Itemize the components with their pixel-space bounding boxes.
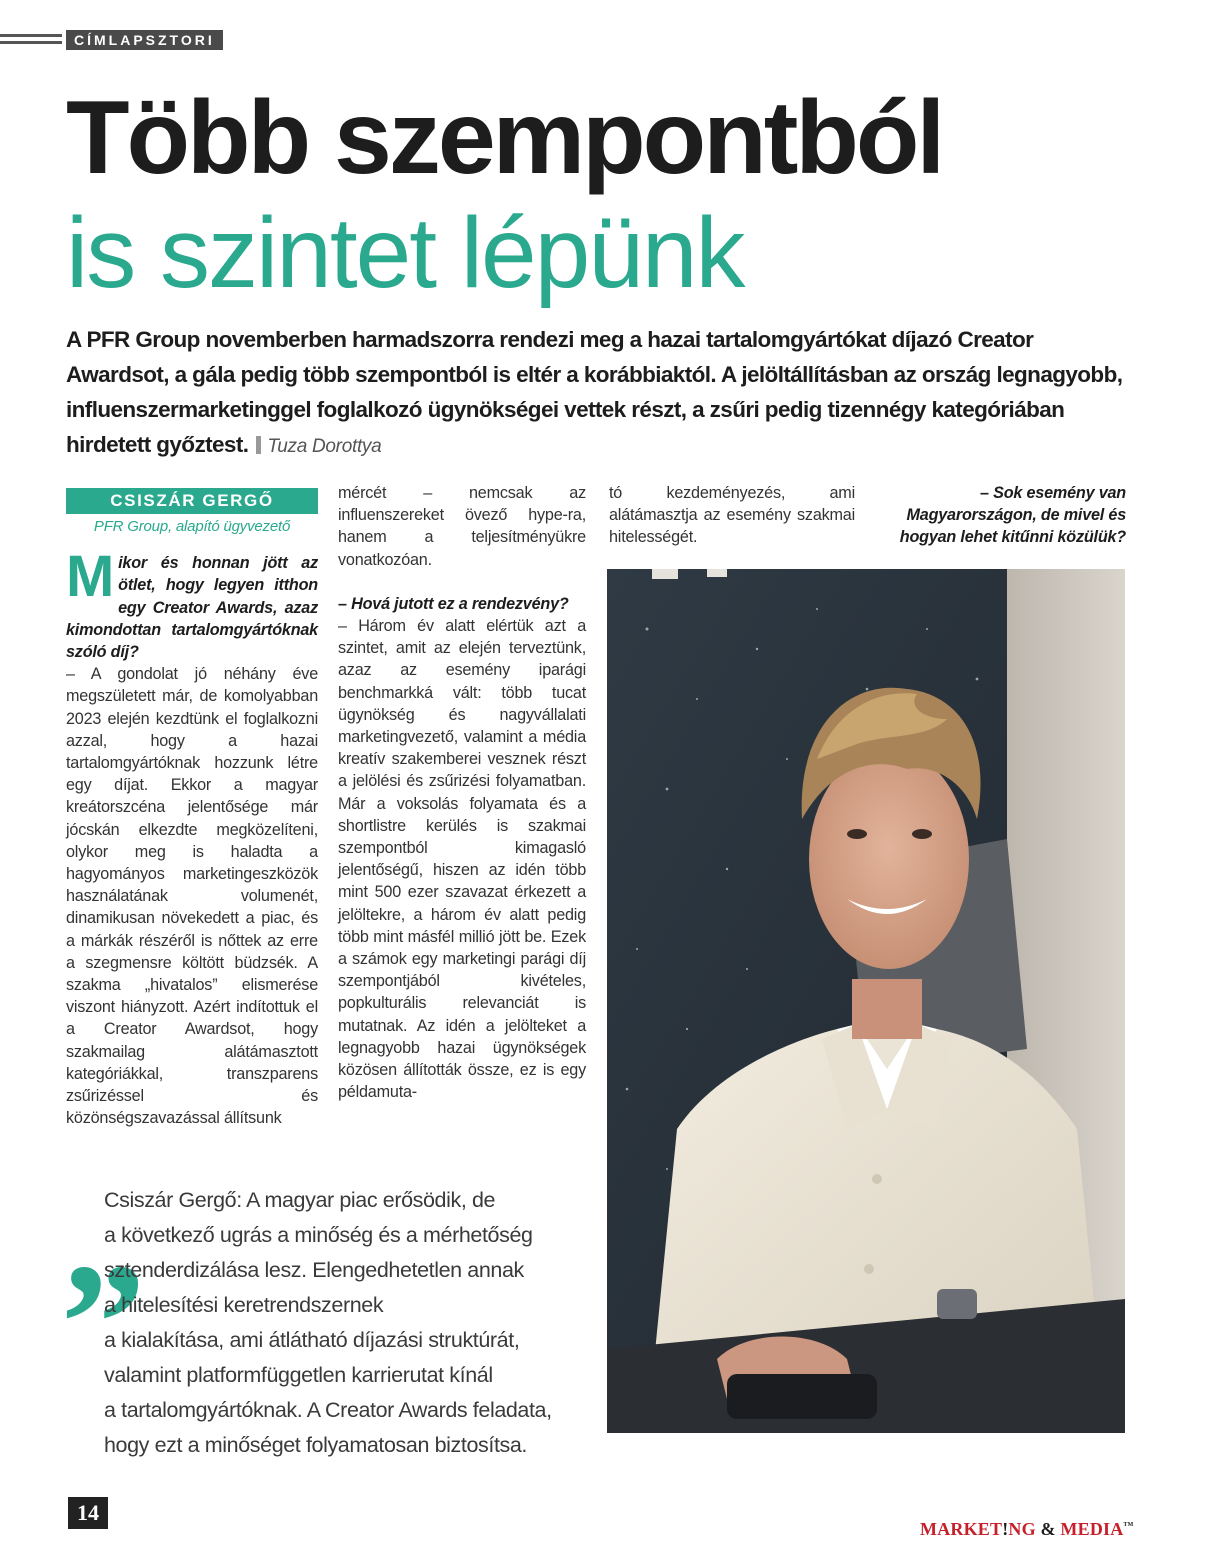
answer-1: – A gondolat jó néhány éve megszületett már, de komolyabban 2023 elején kezdtünk el foglalkozni azzal, hogy a hazai tartalomgyártóknak hozzunk létre egy díjat. Ekkor a magyar kreátorszcéna jelentősége már jócskán elkezdte megközelíteni, olykor meg is haladta a hagyományos marketingeszközök használatának volumenét, dinamikusan növekedett a piac, és a márkák részéről is nőttek az erre a szegmensre költött büdzsék. A szakma „hivatalos” elismerése viszont hiányzott. Azért indítottuk el a Creator Awardsot, hogy szakmailag alátámasztott kategóriákkal, transzparens zsűrizéssel és közönségszavazással állítsunk xyxy=(66,665,318,1128)
interviewee-role: PFR Group, alapító ügyvezető xyxy=(93,518,291,535)
author-byline: Tuza Dorottya xyxy=(267,436,382,457)
pull-quote xyxy=(104,1183,599,1463)
brand-logo: MARKET!NG & MEDIA™ xyxy=(920,1519,1134,1539)
answer-2: – Három év alatt elértük azt a szintet, amit az elején terveztünk, azaz az esemény iparági benchmarkká vált: több tucat ügynökség és nagyvállalati marketingvezető, valamint a média kreatív szakemberei vesznek részt a jelölési és zsűrizési folyamatban. Már a voksolás folyamata és a shortlistre kerülés is szakmai szempontból kimagasló jelentőségű, hiszen az idén több mint 500 ezer szavazat érkezett a jelöltekre, a három év alatt pedig több mint másfél millió jött be. Ezek a számok egy marketingi parági díj szempontjából kivételes, popkulturális relevanciát is mutatnak. Az idén a jelölteket a legnagyobb hazai ügynökségek közösen állították össze, ez is egy példamuta- xyxy=(338,617,586,1102)
pull-quote-line: valamint platformfüggetlen karrierutat kínál xyxy=(104,1363,493,1387)
interviewee-name: CSISZÁR GERGŐ xyxy=(66,488,318,514)
article-column-4 xyxy=(876,482,1126,549)
author-separator xyxy=(256,436,261,454)
lead-paragraph xyxy=(66,322,1126,464)
page-number: 14 xyxy=(68,1497,108,1529)
article-column-3 xyxy=(609,482,855,549)
pull-quote-line: hogy ezt a minőséget folyamatosan biztosítsa. xyxy=(104,1433,527,1457)
pull-quote-line: a következő ugrás a minőség és a mérhetőség xyxy=(104,1223,533,1247)
pull-quote-line: Csiszár Gergő: A magyar piac erősödik, de xyxy=(104,1188,496,1212)
pull-quote-line: a kialakítása, ami átlátható díjazási struktúrát, xyxy=(104,1328,520,1352)
lead-text: A PFR Group novemberben harmadszorra rendezi meg a hazai tartalomgyártókat díjazó Creator Awardsot, a gála pedig több szempontból is eltér a korábbiaktól. A jelöltállításban az ország legnagyobb, influenszermarketinggel foglalkozó ügynökségei vettek részt, a zsűri pedig tizennégy kategóriában hirdetett győztest. xyxy=(66,327,1123,457)
section-tag: CÍMLAPSZTORI xyxy=(66,30,223,50)
headline-line-2: is szintet lépünk xyxy=(66,197,744,309)
question-2: – Hová jutott ez a rendezvény? xyxy=(338,594,569,613)
question-1 xyxy=(66,544,318,663)
article-column-1 xyxy=(66,488,318,1129)
question-1-text: ikor és honnan jött az ötlet, hogy legyen itthon egy Creator Awards, azaz kimondottan tartalomgyártóknak szóló díj? xyxy=(66,554,318,662)
section-rule xyxy=(0,33,62,45)
pull-quote-line: a tartalomgyártóknak. A Creator Awards feladata, xyxy=(104,1398,552,1422)
answer-2-continued: tó kezdeményezés, ami alátámasztja az esemény szakmai hitelességét. xyxy=(609,484,855,547)
article-column-2 xyxy=(338,482,586,1103)
headline-line-1: Több szempontból xyxy=(66,80,943,196)
question-3: – Sok esemény van Magyarországon, de mivel és hogyan lehet kitűnni közülük? xyxy=(899,484,1126,547)
drop-cap: M xyxy=(66,544,115,610)
pull-quote-line: sztenderdizálása lesz. Elengedhetetlen annak xyxy=(104,1258,524,1282)
portrait-photo xyxy=(607,569,1125,1433)
pull-quote-line: a hitelesítési keretrendszernek xyxy=(104,1293,384,1317)
quote-mark-icon: „ xyxy=(62,1141,147,1329)
answer-1-continued: mércét – nemcsak az influenszereket övező hype-ra, hanem a teljesítményükre vonatkozóan. xyxy=(338,484,586,569)
